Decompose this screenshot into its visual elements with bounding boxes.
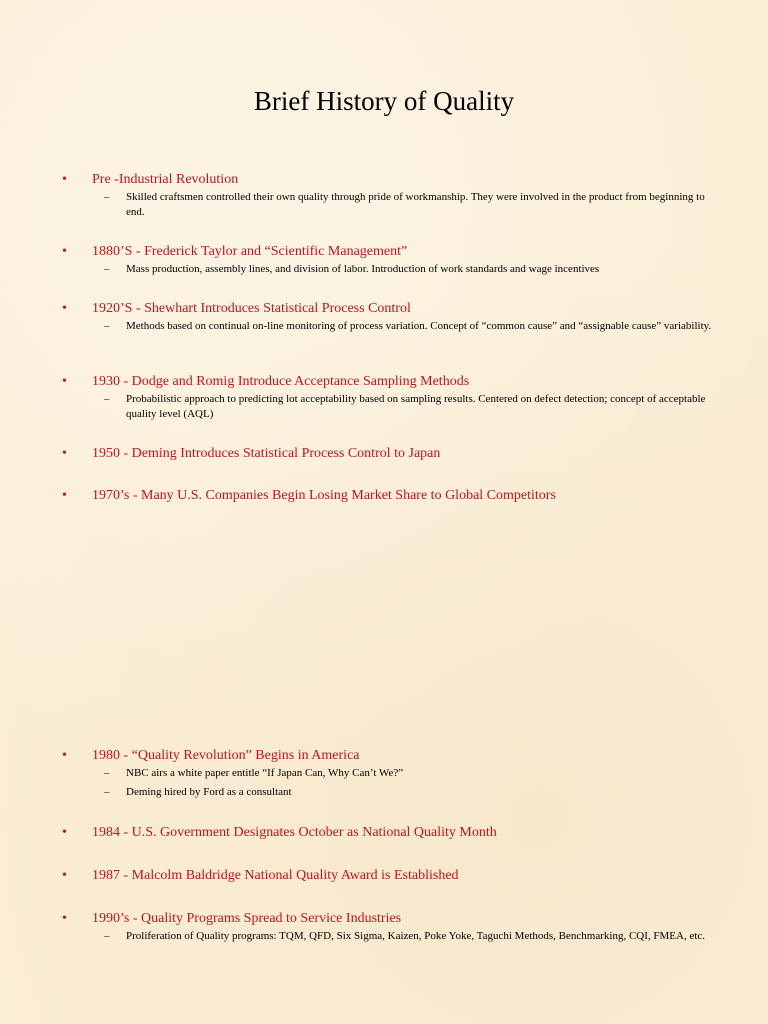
sub-list	[0, 392, 768, 422]
dash-icon: –	[104, 191, 110, 203]
sub-item-text: Methods based on continual on-line monitoring of process variation. Concept of “common cause” and “assignable cause” variability.	[126, 320, 712, 332]
item-heading: 1970’s - Many U.S. Companies Begin Losing Market Share to Global Competitors	[92, 488, 556, 503]
item-heading: 1984 - U.S. Government Designates October as National Quality Month	[92, 825, 497, 840]
bullet-icon: •	[62, 301, 67, 316]
item-heading: Pre -Industrial Revolution	[92, 172, 239, 187]
sub-item-text: Deming hired by Ford as a consultant	[126, 786, 292, 798]
sub-item	[0, 929, 768, 944]
sub-item	[0, 785, 768, 800]
bullet-icon: •	[62, 748, 67, 763]
bullet-icon: •	[62, 911, 67, 926]
dash-icon: –	[104, 320, 110, 332]
bullet-icon: •	[62, 825, 67, 840]
sub-item-text: Proliferation of Quality programs: TQM, QFD, Six Sigma, Kaizen, Poke Yoke, Taguchi Methods, Benchmarking, CQI, FMEA, etc.	[126, 930, 706, 942]
item-heading: 1990’s - Quality Programs Spread to Service Industries	[92, 911, 402, 926]
dash-icon: –	[104, 930, 110, 942]
sub-item	[0, 319, 768, 334]
sub-item	[0, 766, 768, 781]
sub-list	[0, 190, 768, 220]
bullet-icon: •	[62, 374, 67, 389]
sub-item-text: Skilled craftsmen controlled their own quality through pride of workmanship. They were involved in the product from beginning to end.	[126, 191, 705, 218]
dash-icon: –	[104, 767, 110, 779]
item-heading: 1980 - “Quality Revolution” Begins in America	[92, 748, 360, 763]
dash-icon: –	[104, 393, 110, 405]
bullet-icon: •	[62, 446, 67, 461]
sub-item-text: Mass production, assembly lines, and division of labor. Introduction of work standards and wage incentives	[126, 263, 600, 275]
sub-list	[0, 262, 768, 277]
sub-list	[0, 319, 768, 334]
sub-list	[0, 929, 768, 944]
bullet-icon: •	[62, 868, 67, 883]
item-heading: 1880’S - Frederick Taylor and “Scientific Management”	[92, 244, 408, 259]
sub-item	[0, 262, 768, 277]
bullet-icon: •	[62, 244, 67, 259]
item-heading: 1930 - Dodge and Romig Introduce Acceptance Sampling Methods	[92, 374, 470, 389]
sub-item	[0, 190, 768, 220]
sub-item-text: Probabilistic approach to predicting lot acceptability based on sampling results. Centered on defect detection; concept of acceptable quality level (AQL)	[126, 393, 706, 420]
bullet-icon: •	[62, 172, 67, 187]
bullet-icon: •	[62, 488, 67, 503]
item-heading: 1920’S - Shewhart Introduces Statistical Process Control	[92, 301, 411, 316]
sub-list	[0, 766, 768, 800]
dash-icon: –	[104, 263, 110, 275]
sub-item-text: NBC airs a white paper entitle “If Japan Can, Why Can’t We?”	[126, 767, 404, 779]
dash-icon: –	[104, 786, 110, 798]
item-heading: 1950 - Deming Introduces Statistical Process Control to Japan	[92, 446, 441, 461]
page-title: Brief History of Quality	[253, 86, 515, 116]
sub-item	[0, 392, 768, 422]
item-heading: 1987 - Malcolm Baldridge National Quality Award is Established	[92, 868, 459, 883]
